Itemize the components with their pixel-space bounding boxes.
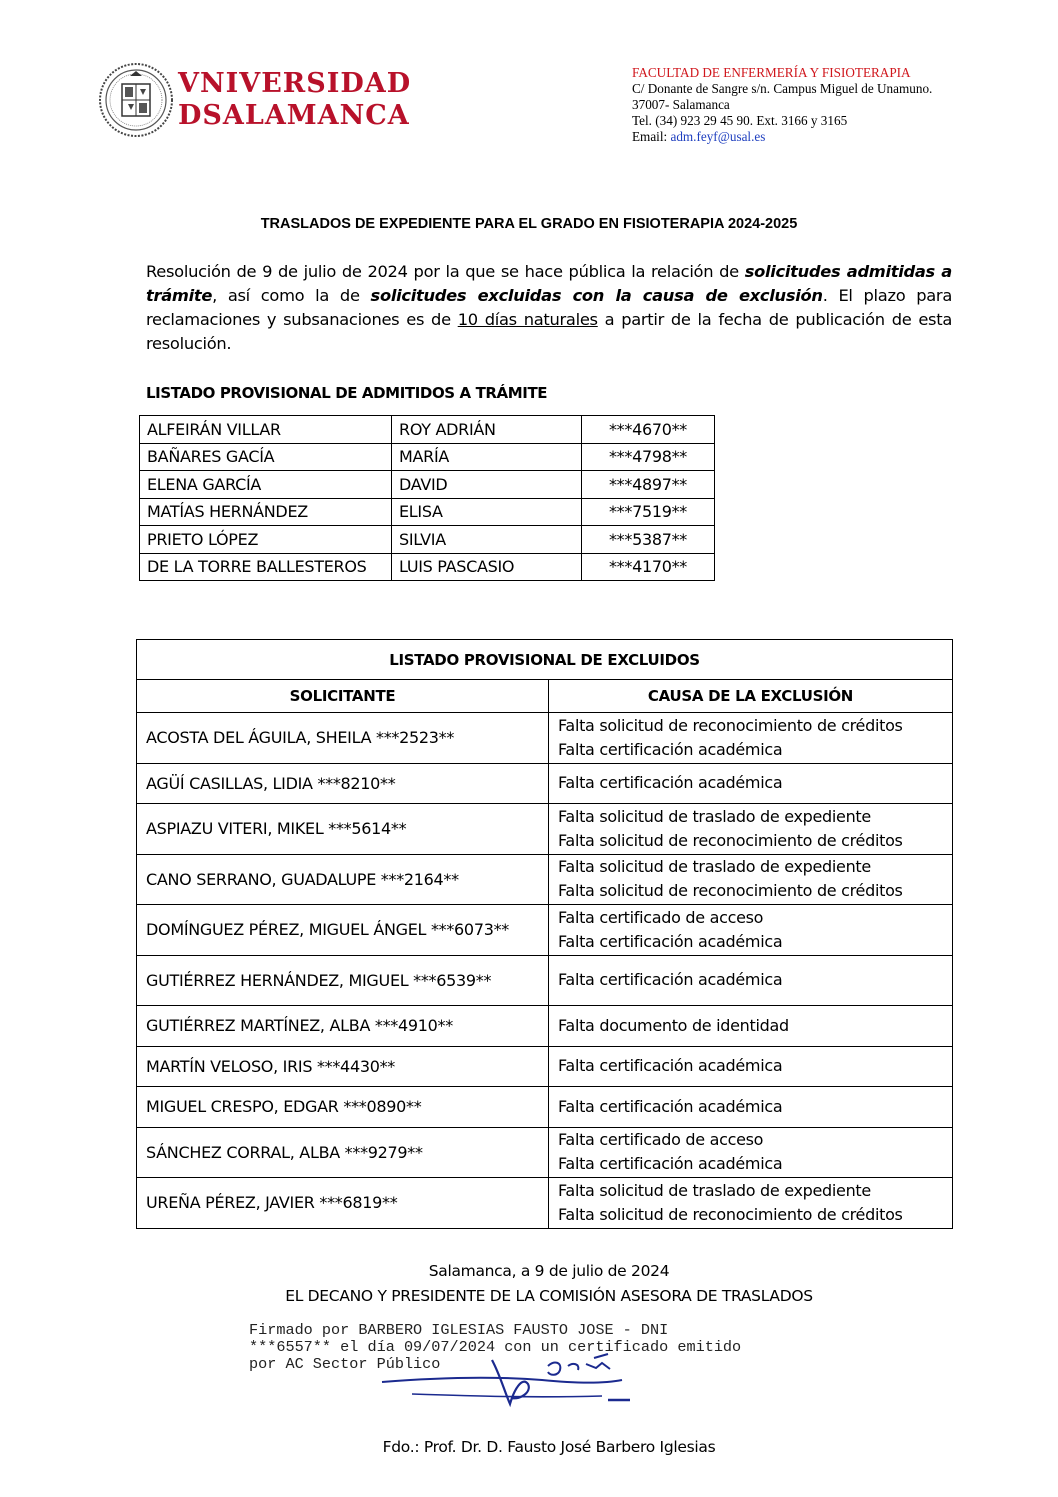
- university-logo: [98, 62, 412, 140]
- table-row: [140, 443, 715, 471]
- handwritten-signature: [372, 1340, 672, 1420]
- column-header-applicant: SOLICITANTE: [137, 680, 549, 713]
- table-row: [137, 713, 953, 764]
- excluded-applicant: ACOSTA DEL ÁGUILA, SHEILA ***2523**: [137, 713, 549, 764]
- intro-bold-excluded: solicitudes excluidas con la causa de exclusión: [370, 286, 823, 305]
- exclusion-cause: [549, 854, 953, 905]
- exclusion-cause: [549, 713, 953, 764]
- university-name-line2: DSALAMANCA: [178, 100, 410, 131]
- email-link[interactable]: adm.feyf@usal.es: [670, 129, 766, 144]
- exclusion-cause: [549, 905, 953, 956]
- table-row: [137, 1006, 953, 1047]
- table-row: [137, 1046, 953, 1087]
- cause-line: Falta solicitud de traslado de expediente: [558, 857, 871, 877]
- faculty-address: [632, 65, 932, 145]
- table-row: [137, 763, 953, 804]
- exclusion-cause: [549, 1127, 953, 1178]
- excluded-applicant: ASPIAZU VITERI, MIKEL ***5614**: [137, 804, 549, 855]
- address-line2: 37007- Salamanca: [632, 97, 730, 112]
- cause-line: Falta certificación académica: [558, 931, 783, 951]
- exclusion-cause: [549, 1087, 953, 1128]
- excluded-applicant: SÁNCHEZ CORRAL, ALBA ***9279**: [137, 1127, 549, 1178]
- excluded-applicant: UREÑA PÉREZ, JAVIER ***6819**: [137, 1178, 549, 1229]
- faculty-name: FACULTAD DE ENFERMERÍA Y FISIOTERAPIA: [632, 65, 911, 80]
- cause-line: Falta solicitud de reconocimiento de créditos: [558, 715, 903, 735]
- table-row: [140, 553, 715, 581]
- admitted-name: ROY ADRIÁN: [392, 416, 582, 444]
- excluded-applicant: MIGUEL CRESPO, EDGAR ***0890**: [137, 1087, 549, 1128]
- admitted-name: MARÍA: [392, 443, 582, 471]
- admitted-id: ***4170**: [582, 553, 715, 581]
- intro-bold-admitted: solicitudes admitidas a trámite: [146, 262, 952, 305]
- admitted-id: ***4798**: [582, 443, 715, 471]
- table-row: [140, 526, 715, 554]
- table-row: [137, 854, 953, 905]
- signer-role: EL DECANO Y PRESIDENTE DE LA COMISIÓN ASESORA DE TRASLADOS: [285, 1287, 813, 1305]
- excluded-table: [136, 639, 953, 1229]
- cause-line: Falta certificación académica: [558, 739, 783, 759]
- excluded-list-title: LISTADO PROVISIONAL DE EXCLUIDOS: [137, 640, 953, 680]
- excluded-applicant: MARTÍN VELOSO, IRIS ***4430**: [137, 1046, 549, 1087]
- exclusion-cause: [549, 804, 953, 855]
- intro-text-1: Resolución de 9 de julio de 2024 por la que se hace pública la relación de: [146, 262, 745, 281]
- cause-line: Falta solicitud de traslado de expediente: [558, 806, 871, 826]
- intro-text-2: , así como la de: [212, 286, 371, 305]
- exclusion-cause: [549, 1046, 953, 1087]
- esign-line: por AC Sector Público: [249, 1355, 441, 1373]
- esign-line: Firmado por BARBERO IGLESIAS FAUSTO JOSE - DNI: [249, 1321, 669, 1339]
- admitted-id: ***7519**: [582, 498, 715, 526]
- exclusion-cause: [549, 955, 953, 1006]
- excluded-applicant: CANO SERRANO, GUADALUPE ***2164**: [137, 854, 549, 905]
- email-row: [632, 129, 932, 145]
- table-row: [140, 416, 715, 444]
- admitted-id: ***4670**: [582, 416, 715, 444]
- intro-deadline: 10 días naturales: [457, 310, 598, 329]
- address-line1: C/ Donante de Sangre s/n. Campus Miguel de Unamuno.: [632, 81, 933, 96]
- cause-line: Falta certificación académica: [558, 1056, 783, 1076]
- excluded-applicant: GUTIÉRREZ HERNÁNDEZ, MIGUEL ***6539**: [137, 955, 549, 1006]
- column-header-cause: CAUSA DE LA EXCLUSIÓN: [549, 680, 953, 713]
- university-seal-icon: [98, 62, 174, 138]
- cause-line: Falta certificación académica: [558, 970, 783, 990]
- admitted-name: ELISA: [392, 498, 582, 526]
- cause-line: Falta certificación académica: [558, 773, 783, 793]
- admitted-surname: ELENA GARCÍA: [140, 471, 392, 499]
- admitted-surname: DE LA TORRE BALLESTEROS: [140, 553, 392, 581]
- excluded-applicant: AGÜÍ CASILLAS, LIDIA ***8210**: [137, 763, 549, 804]
- university-name-line1: VNIVERSIDAD: [178, 68, 412, 99]
- admitted-surname: BAÑARES GACÍA: [140, 443, 392, 471]
- intro-text-4: a partir de la fecha de publicación de esta resolución.: [146, 310, 953, 353]
- cause-line: Falta solicitud de reconocimiento de créditos: [558, 830, 903, 850]
- table-row: [137, 804, 953, 855]
- excluded-applicant: GUTIÉRREZ MARTÍNEZ, ALBA ***4910**: [137, 1006, 549, 1047]
- cause-line: Falta solicitud de reconocimiento de créditos: [558, 881, 903, 901]
- admitted-name: SILVIA: [392, 526, 582, 554]
- table-row: [137, 955, 953, 1006]
- admitted-name: DAVID: [392, 471, 582, 499]
- admitted-table: [139, 415, 715, 581]
- signed-by: Fdo.: Prof. Dr. D. Fausto José Barbero Iglesias: [382, 1438, 716, 1456]
- table-row: [137, 1127, 953, 1178]
- table-row: [137, 905, 953, 956]
- table-row: [137, 1087, 953, 1128]
- cause-line: Falta solicitud de reconocimiento de créditos: [558, 1204, 903, 1224]
- cause-line: Falta certificado de acceso: [558, 907, 764, 927]
- esign-line: ***6557** el día 09/07/2024 con un certificado emitido: [249, 1338, 742, 1356]
- cause-line: Falta certificado de acceso: [558, 1130, 764, 1150]
- table-row: [140, 471, 715, 499]
- admitted-surname: MATÍAS HERNÁNDEZ: [140, 498, 392, 526]
- admitted-list-title: LISTADO PROVISIONAL DE ADMITIDOS A TRÁMITE: [146, 384, 548, 402]
- cause-line: Falta documento de identidad: [558, 1015, 789, 1035]
- admitted-name: LUIS PASCASIO: [392, 553, 582, 581]
- table-row: [137, 1178, 953, 1229]
- cause-line: Falta certificación académica: [558, 1096, 783, 1116]
- cause-line: Falta certificación académica: [558, 1154, 783, 1174]
- admitted-id: ***4897**: [582, 471, 715, 499]
- exclusion-cause: [549, 1006, 953, 1047]
- intro-text-3: . El plazo para reclamaciones y subsanaciones es de: [146, 286, 953, 329]
- document-title: TRASLADOS DE EXPEDIENTE PARA EL GRADO EN FISIOTERAPIA 2024-2025: [260, 216, 798, 232]
- admitted-surname: ALFEIRÁN VILLAR: [140, 416, 392, 444]
- exclusion-cause: [549, 1178, 953, 1229]
- table-row: [140, 498, 715, 526]
- email-label: Email:: [632, 129, 668, 144]
- resolution-paragraph: [146, 260, 952, 356]
- admitted-surname: PRIETO LÓPEZ: [140, 526, 392, 554]
- cause-line: Falta solicitud de traslado de expediente: [558, 1180, 871, 1200]
- exclusion-cause: [549, 763, 953, 804]
- admitted-id: ***5387**: [582, 526, 715, 554]
- place-date: Salamanca, a 9 de julio de 2024: [428, 1262, 670, 1280]
- phone: Tel. (34) 923 29 45 90. Ext. 3166 y 3165: [632, 113, 848, 128]
- excluded-applicant: DOMÍNGUEZ PÉREZ, MIGUEL ÁNGEL ***6073**: [137, 905, 549, 956]
